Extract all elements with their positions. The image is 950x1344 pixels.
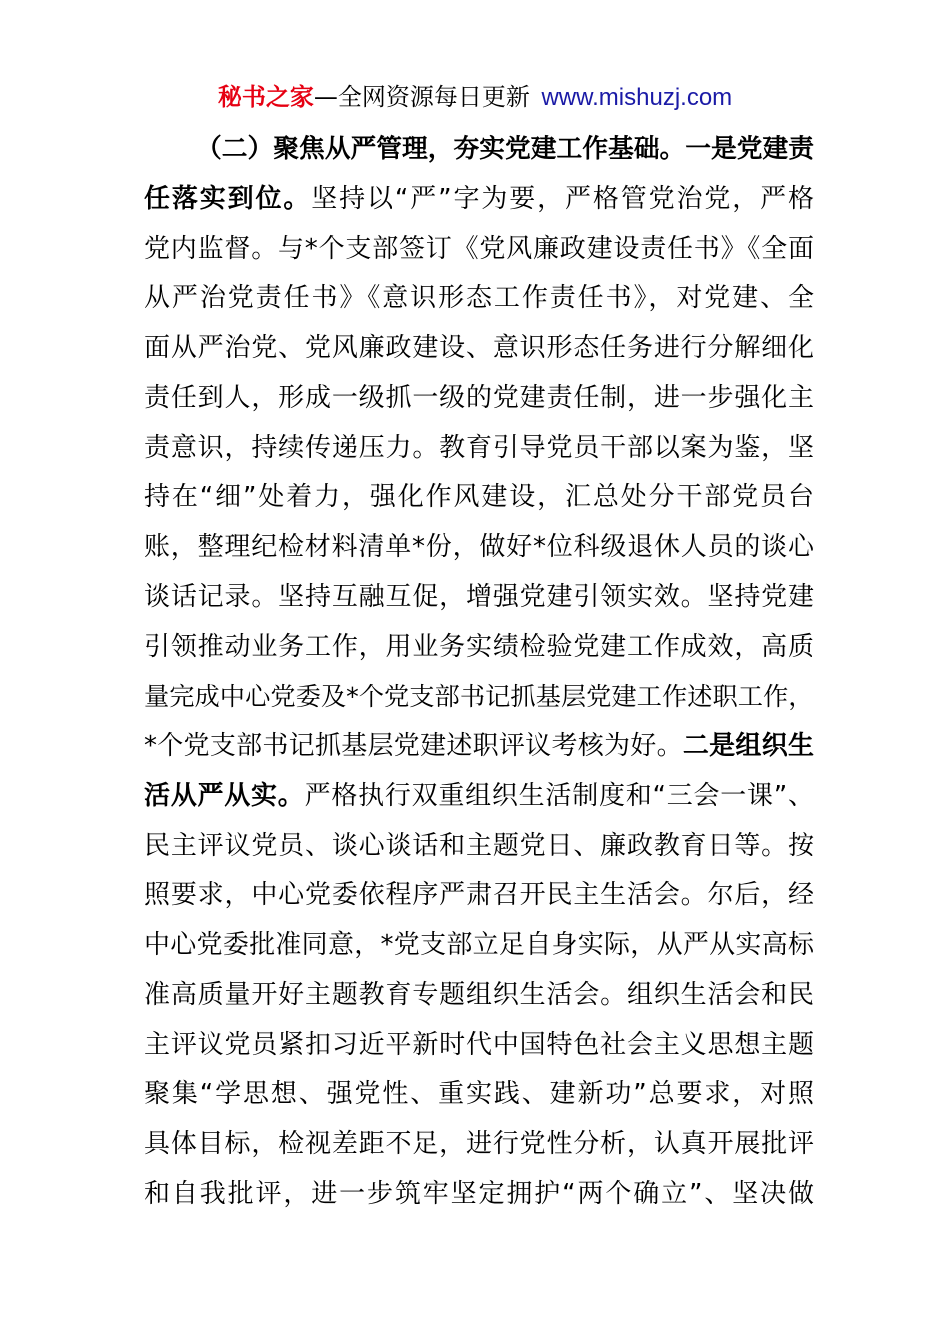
document-body: [144, 125, 814, 1220]
text-segment: 引领推动业务工作，用业务实绩检验党建工作成效，高质: [144, 631, 814, 662]
text-line: [144, 871, 814, 921]
text-line: [144, 473, 814, 523]
text-line: [144, 573, 814, 623]
text-segment: 民主评议党员、谈心谈话和主题党日、廉政教育日等。按: [144, 830, 814, 861]
bold-text-segment: 任落实到位。: [144, 183, 312, 214]
text-segment: 聚集“学思想、强党性、重实践、建新功”总要求，对照: [144, 1079, 814, 1110]
text-segment: 责意识，持续传递压力。教育引导党员干部以案为鉴，坚: [144, 432, 814, 463]
text-segment: 具体目标，检视差距不足，进行党性分析，认真开展批评: [144, 1129, 814, 1159]
text-segment: 主评议党员紧扣习近平新时代中国特色社会主义思想主题: [144, 1029, 814, 1060]
bold-text-segment: 二是组织生: [682, 731, 814, 761]
text-line: [144, 424, 814, 474]
text-line: [144, 374, 814, 424]
text-line: [144, 1070, 814, 1120]
text-segment: 从严治党责任书》《意识形态工作责任书》，对党建、全: [144, 283, 814, 314]
text-segment: 中心党委批准同意，*党支部立足自身实际，从严从实高标: [144, 930, 814, 960]
text-segment: *个党支部书记抓基层党建述职评议考核为好。: [144, 731, 683, 761]
text-segment: 和自我批评，进一步筑牢坚定拥护“两个确立”、坚决做: [144, 1178, 814, 1209]
text-segment: 责任到人，形成一级抓一级的党建责任制，进一步强化主: [144, 382, 814, 413]
text-line: [144, 722, 814, 772]
text-segment: 照要求，中心党委依程序严肃召开民主生活会。尔后，经: [144, 880, 814, 911]
text-line: [144, 1021, 814, 1071]
text-segment: 量完成中心党委及*个党支部书记抓基层党建工作述职工作，: [144, 682, 814, 712]
text-line: [144, 971, 814, 1021]
text-segment: 持在“细”处着力，强化作风建设，汇总处分干部党员台: [144, 482, 814, 513]
text-line: [144, 523, 814, 573]
text-line: [144, 672, 814, 722]
text-line: [144, 225, 814, 275]
site-brand: 秘书之家: [217, 83, 314, 111]
text-segment: 党内监督。与*个支部签订《党风廉政建设责任书》《全面: [144, 233, 814, 264]
text-segment: 坚持以“严”字为要，严格管党治党，严格: [311, 183, 814, 214]
bold-text-segment: 活从严从实。: [144, 780, 305, 811]
site-tagline: —全网资源每日更新: [313, 83, 530, 111]
text-line: [144, 822, 814, 872]
text-line: [144, 623, 814, 673]
text-segment: 面从严治党、党风廉政建设、意识形态任务进行分解细化: [144, 333, 814, 363]
text-line: [144, 324, 814, 374]
text-segment: 账，整理纪检材料清单*份，做好*位科级退休人员的谈心: [144, 532, 814, 562]
text-line: [144, 1170, 814, 1220]
text-line: [144, 125, 814, 175]
text-line: [144, 175, 814, 225]
text-line: [144, 772, 814, 822]
bold-text-segment: （二）聚焦从严管理，夯实党建工作基础。一是党建责: [196, 134, 814, 164]
text-segment: 谈话记录。坚持互融互促，增强党建引领实效。坚持党建: [144, 581, 814, 612]
site-url-link[interactable]: www.mishuzj.com: [541, 84, 733, 111]
text-line: [144, 274, 814, 324]
text-segment: 准高质量开好主题教育专题组织生活会。组织生活会和民: [144, 979, 814, 1010]
text-segment: 严格执行双重组织生活制度和“三会一课”、: [304, 780, 814, 811]
site-header: [0, 80, 950, 115]
text-line: [144, 921, 814, 971]
text-line: [144, 1120, 814, 1170]
